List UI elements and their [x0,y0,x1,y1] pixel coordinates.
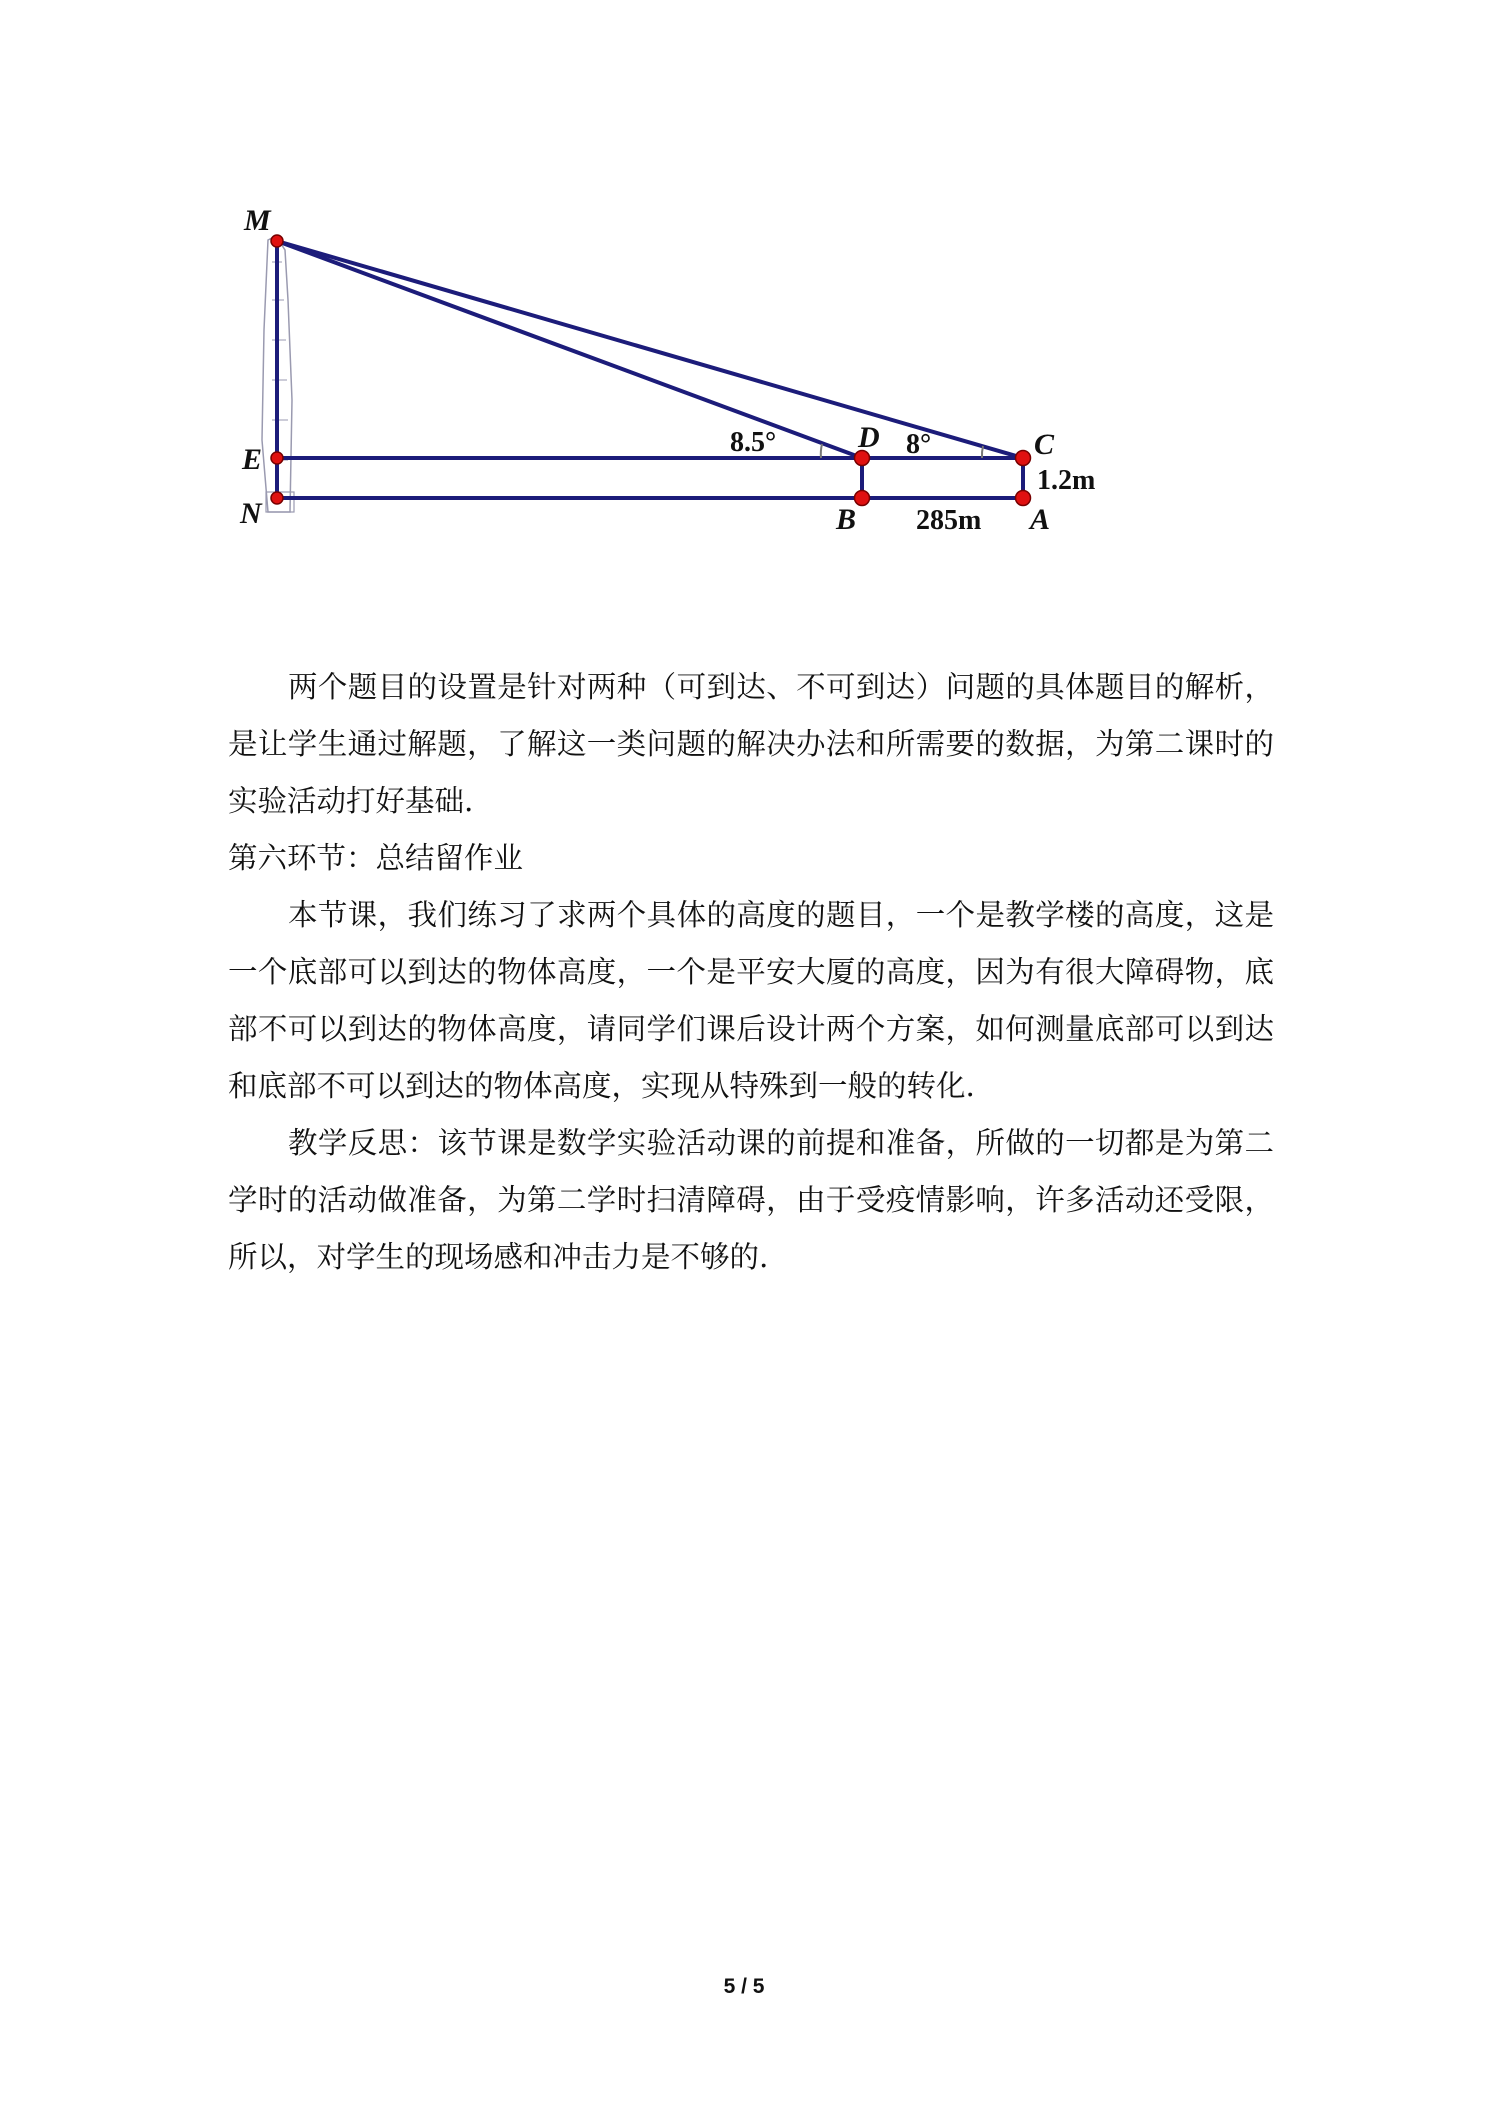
angle-label-D: 8.5° [730,427,777,458]
geometry-figure [0,0,1488,560]
height-label: 1.2m [1037,465,1096,496]
label-E: E [242,443,263,476]
point-N [271,492,283,504]
paragraph-3: 教学反思：该节课是数学实验活动课的前提和准备，所做的一切都是为第二学时的活动做准备，为第二学时扫清障碍，由于受疫情影响，许多活动还受限，所以，对学生的现场感和冲击力是不够的. [228,1126,1274,1274]
label-C: C [1034,428,1055,461]
label-A: A [1030,503,1051,536]
paragraph-2: 本节课，我们练习了求两个具体的高度的题目，一个是教学楼的高度，这是一个底部可以到达的物体高度，一个是平安大厦的高度，因为有很大障碍物，底部不可以到达的物体高度，请同学们课后设计两个方案，如何测量底部可以到达和底部不可以到达的物体高度，实现从特殊到一般的转化. [228,898,1274,1103]
label-M: M [244,204,271,237]
point-C [1016,451,1031,466]
section-heading: 第六环节：总结留作业 [228,841,524,875]
label-D: D [858,421,880,454]
label-B: B [836,503,857,536]
line-MD [277,241,862,458]
distance-label: 285m [916,505,982,536]
angle-label-C: 8° [906,429,932,460]
line-MC [277,241,1023,458]
angle-arc-C [982,446,983,458]
label-N: N [240,497,262,530]
angle-arc-D [821,444,822,458]
paragraph-1: 两个题目的设置是针对两种（可到达、不可到达）问题的具体题目的解析，是让学生通过解题，了解这一类问题的解决办法和所需要的数据，为第二课时的实验活动打好基础. [228,670,1274,818]
point-A [1016,491,1031,506]
point-M [271,235,283,247]
page-number: 5 / 5 [723,1975,765,1998]
point-E [271,452,283,464]
point-B [855,491,870,506]
